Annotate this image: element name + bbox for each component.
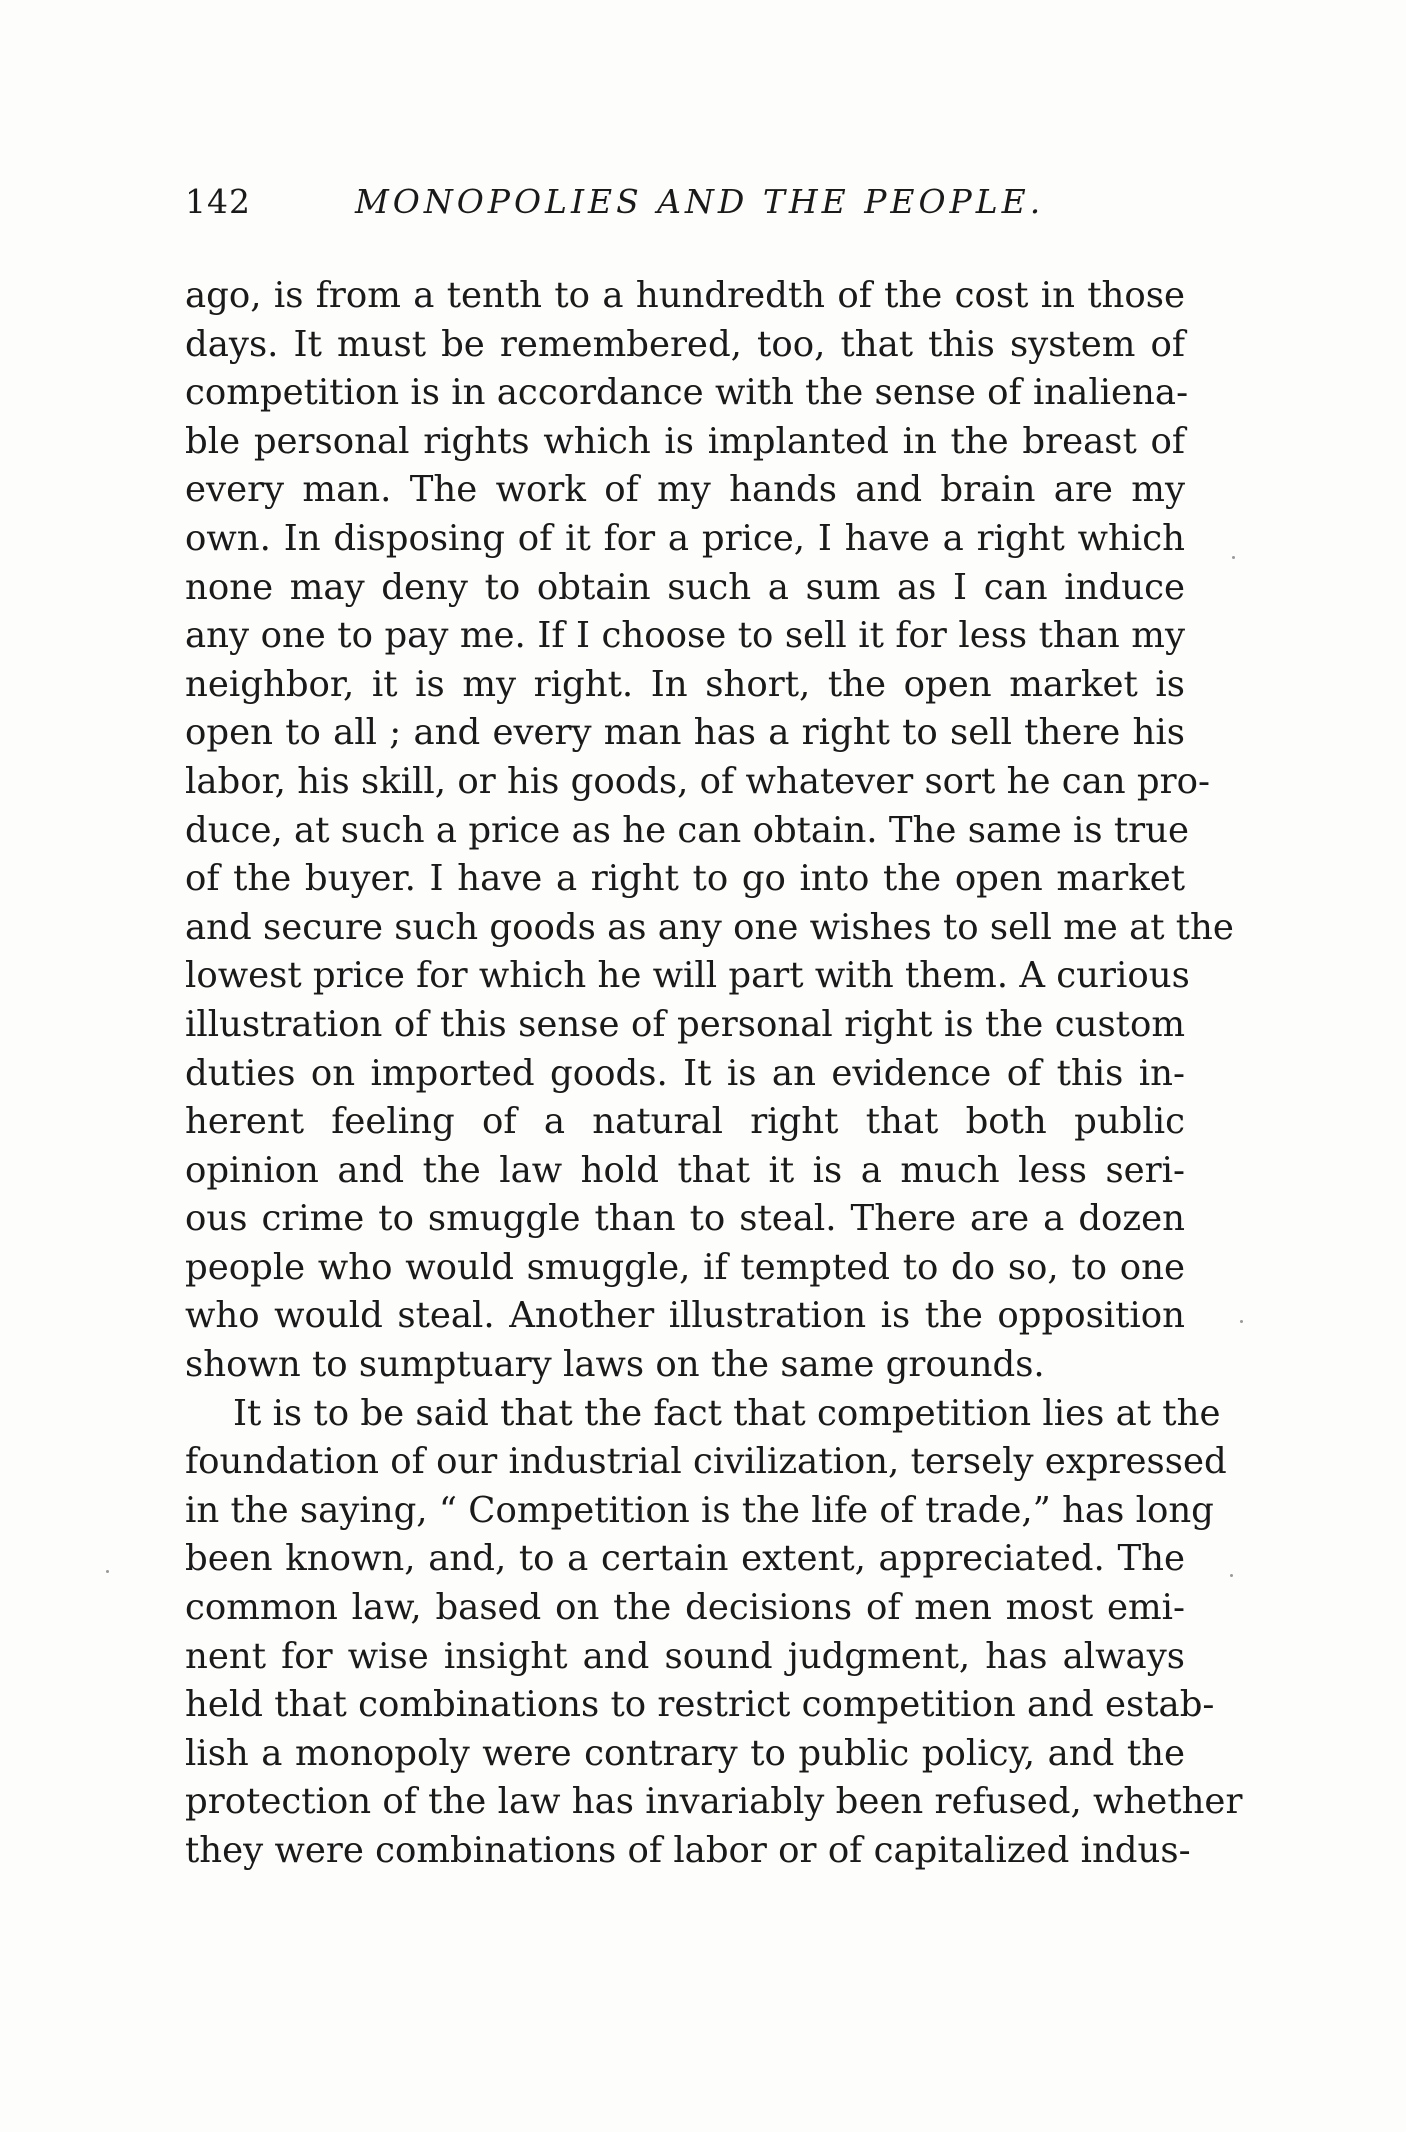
text-line: duties on imported goods. It is an evidence of this in- — [185, 1052, 1185, 1094]
text-line: none may deny to obtain such a sum as I can induce — [185, 566, 1185, 608]
text-line: ago, is from a tenth to a hundredth of the cost in those — [185, 275, 1185, 316]
text-line: duce, at such a price as he can obtain. The same is true — [185, 809, 1190, 851]
text-line: who would steal. Another illustration is the opposition — [185, 1295, 1185, 1337]
text-line: any one to pay me. If I choose to sell it for less than my — [185, 615, 1185, 657]
text-line: open to all ; and every man has a right to sell there his — [185, 712, 1185, 754]
text-line: competition is in accordance with the sense of inaliena- — [185, 372, 1189, 414]
body-text — [185, 272, 1243, 1876]
text-line: shown to sumptuary laws on the same grounds. — [185, 1344, 1045, 1386]
paragraph — [185, 272, 1234, 1390]
text-line: foundation of our industrial civilization, tersely expressed — [185, 1441, 1227, 1483]
text-line: they were combinations of labor or of capitalized indus- — [185, 1830, 1191, 1871]
scan-speck — [1230, 1574, 1233, 1577]
text-line: held that combinations to restrict competition and estab- — [185, 1684, 1215, 1726]
scan-speck — [106, 1570, 109, 1573]
text-line: common law, based on the decisions of men most emi- — [185, 1587, 1185, 1629]
text-line: been known, and, to a certain extent, appreciated. The — [185, 1538, 1185, 1580]
text-line: in the saying, “ Competition is the life of trade,” has long — [185, 1489, 1214, 1531]
text-line: of the buyer. I have a right to go into the open market — [185, 858, 1185, 900]
text-line: days. It must be remembered, too, that this system of — [185, 323, 1185, 365]
text-line: protection of the law has invariably been refused, whether — [185, 1781, 1243, 1823]
scan-speck — [1240, 1320, 1243, 1323]
text-line: and secure such goods as any one wishes to sell me at the — [185, 906, 1234, 948]
text-line: labor, his skill, or his goods, of whatever sort he can pro- — [185, 760, 1210, 802]
text-line: It is to be said that the fact that competition lies at the — [233, 1392, 1221, 1434]
text-line: illustration of this sense of personal right is the custom — [185, 1003, 1185, 1045]
text-line: opinion and the law hold that it is a much less seri- — [185, 1149, 1185, 1191]
page-number: 142 — [185, 182, 251, 221]
text-line: ous crime to smuggle than to steal. There are a dozen — [185, 1198, 1185, 1240]
text-line: herent feeling of a natural right that both public — [185, 1101, 1185, 1143]
text-line: every man. The work of my hands and brain are my — [185, 469, 1185, 511]
text-line: lish a monopoly were contrary to public policy, and the — [185, 1732, 1185, 1774]
text-line: lowest price for which he will part with them. A curious — [185, 955, 1190, 997]
text-line: own. In disposing of it for a price, I have a right which — [185, 517, 1185, 559]
text-line: neighbor, it is my right. In short, the open market is — [185, 663, 1185, 705]
running-head — [185, 182, 1185, 230]
text-line: people who would smuggle, if tempted to do so, to one — [185, 1246, 1185, 1288]
text-line: nent for wise insight and sound judgment, has always — [185, 1635, 1185, 1677]
running-title: MONOPOLIES AND THE PEOPLE. — [355, 182, 1045, 221]
text-line: ble personal rights which is implanted in the breast of — [185, 420, 1185, 462]
paragraph — [185, 1390, 1243, 1876]
scan-speck — [1232, 556, 1235, 559]
